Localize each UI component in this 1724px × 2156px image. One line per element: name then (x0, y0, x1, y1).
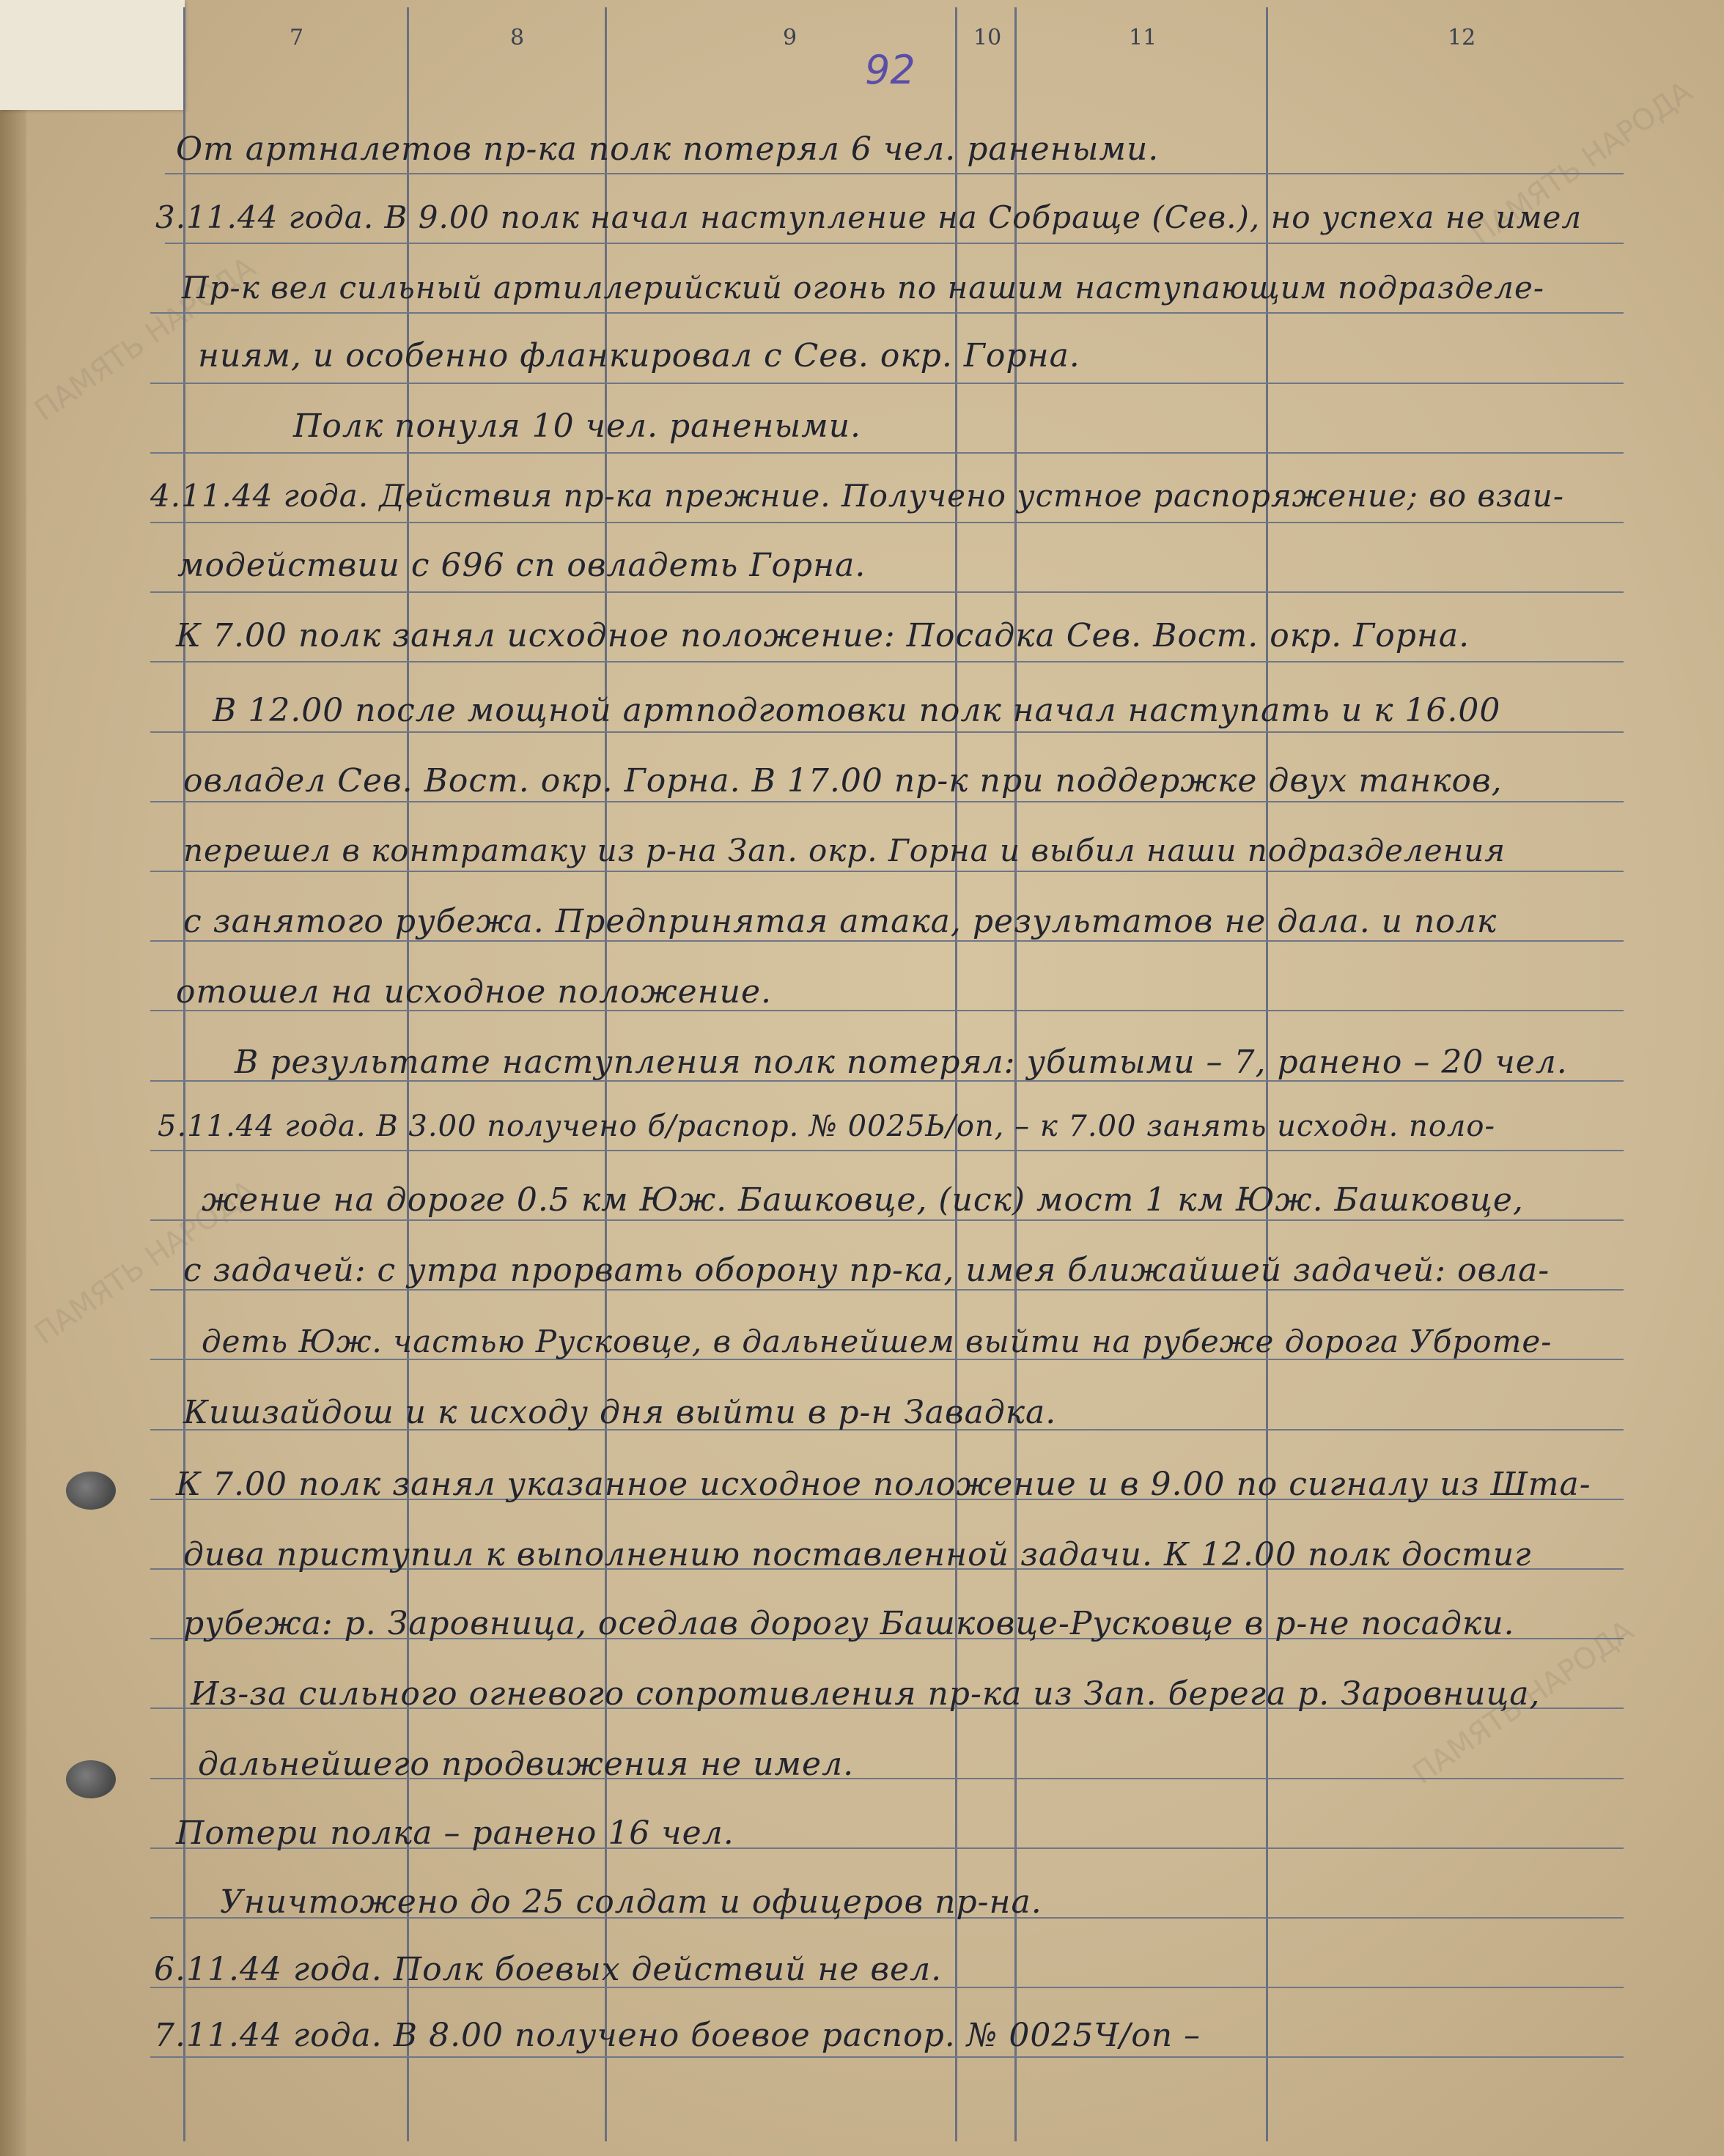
ruled-line (150, 2056, 1624, 2058)
ruled-line (150, 731, 1624, 733)
text-line: 5.11.44 года. В 3.00 получено б/распор. № 0025Ь/оп, – к 7.00 занять исходн. поло- (158, 1110, 1495, 1143)
text-line: Уничтожено до 25 солдат и офицеров пр-на. (220, 1883, 1042, 1921)
corner-paper-scrap (0, 0, 185, 110)
punch-hole-icon (66, 1760, 116, 1798)
text-line: дальнейшего продвижения не имел. (198, 1746, 855, 1783)
text-line: дива приступил к выполнению поставленной задачи. К 12.00 полк достиг (183, 1536, 1532, 1573)
text-line: жение на дороге 0.5 км Юж. Башковце, (иск) мост 1 км Юж. Башковце, (202, 1181, 1524, 1219)
ruled-line (150, 522, 1624, 523)
text-line: овладел Сев. Вост. окр. Горна. В 17.00 пр-к при поддержке двух танков, (183, 762, 1503, 800)
ruled-line (150, 661, 1624, 662)
ruled-line (150, 452, 1624, 454)
text-line: с занятого рубежа. Предпринятая атака, результатов не дала. и полк (183, 903, 1498, 940)
watermark: ПАМЯТЬ НАРОДА (28, 1174, 262, 1351)
text-line: 6.11.44 года. Полк боевых действий не вел. (154, 1951, 943, 1988)
text-line: отошел на исходное положение. (176, 973, 773, 1011)
text-line: Потери полка – ранено 16 чел. (176, 1814, 734, 1852)
text-line: Пр-к вел сильный артиллерийский огонь по нашим наступающим подразделе- (182, 270, 1545, 306)
text-line: От артналетов пр-ка полк потерял 6 чел. ранеными. (176, 130, 1160, 168)
text-line: Полк понуля 10 чел. ранеными. (293, 407, 862, 445)
watermark: ПАМЯТЬ НАРОДА (28, 251, 262, 428)
ruled-line (150, 312, 1624, 314)
ruled-line (165, 243, 1624, 244)
ruled-line (150, 591, 1624, 593)
ruled-line (150, 383, 1624, 384)
column-number: 7 (290, 25, 304, 51)
page-number: 92 (865, 47, 916, 93)
ruled-line (150, 1150, 1624, 1151)
text-line: 3.11.44 года. В 9.00 полк начал наступление на Собраще (Сев.), но успеха не имел (155, 199, 1583, 235)
text-line: В результате наступления полк потерял: убитыми – 7, ранено – 20 чел. (235, 1044, 1568, 1081)
column-number: 9 (783, 25, 797, 51)
text-line: К 7.00 полк занял исходное положение: Посадка Сев. Вост. окр. Горна. (176, 617, 1470, 654)
text-line: модействии с 696 сп овладеть Горна. (177, 547, 866, 584)
text-line: перешел в контратаку из р-на Зап. окр. Горна и выбил наши подразделения (183, 833, 1506, 868)
text-line: с задачей: с утра прорвать оборону пр-ка, имея ближайшей задачей: овла- (183, 1252, 1550, 1289)
column-number: 10 (973, 25, 1002, 51)
binding-edge (0, 0, 26, 2156)
column-number: 8 (510, 25, 525, 51)
text-line: В 12.00 после мощной артподготовки полк начал наступать и к 16.00 (213, 692, 1501, 729)
ruled-line (150, 1219, 1624, 1221)
text-line: 7.11.44 года. В 8.00 получено боевое распор. № 0025Ч/оп – (154, 2017, 1201, 2054)
text-line: Кишзайдош и к исходу дня выйти в р-н Завадка. (183, 1394, 1057, 1431)
ruled-line (150, 871, 1624, 872)
text-line: ниям, и особенно фланкировал с Сев. окр. Горна. (198, 337, 1080, 374)
ruled-line (150, 940, 1624, 942)
watermark: ПАМЯТЬ НАРОДА (1406, 1614, 1640, 1791)
text-line: рубежа: р. Заровница, оседлав дорогу Башковце-Русковце в р-не посадки. (183, 1605, 1515, 1642)
ruled-line (150, 801, 1624, 802)
column-number: 11 (1129, 25, 1157, 51)
text-line: Из-за сильного огневого сопротивления пр-ка из Зап. берега р. Заровница, (191, 1675, 1541, 1713)
text-line: 4.11.44 года. Действия пр-ка прежние. Получено устное распоряжение; во взаи- (150, 478, 1565, 514)
ruled-line (165, 173, 1624, 174)
column-number: 12 (1448, 25, 1476, 51)
watermark: ПАМЯТЬ НАРОДА (1465, 75, 1699, 252)
ruled-line (150, 1289, 1624, 1291)
text-line: К 7.00 полк занял указанное исходное положение и в 9.00 по сигналу из Шта- (176, 1466, 1591, 1503)
text-line: деть Юж. частью Русковце, в дальнейшем выйти на рубеже дорога Уброте- (202, 1323, 1552, 1359)
punch-hole-icon (66, 1472, 116, 1510)
